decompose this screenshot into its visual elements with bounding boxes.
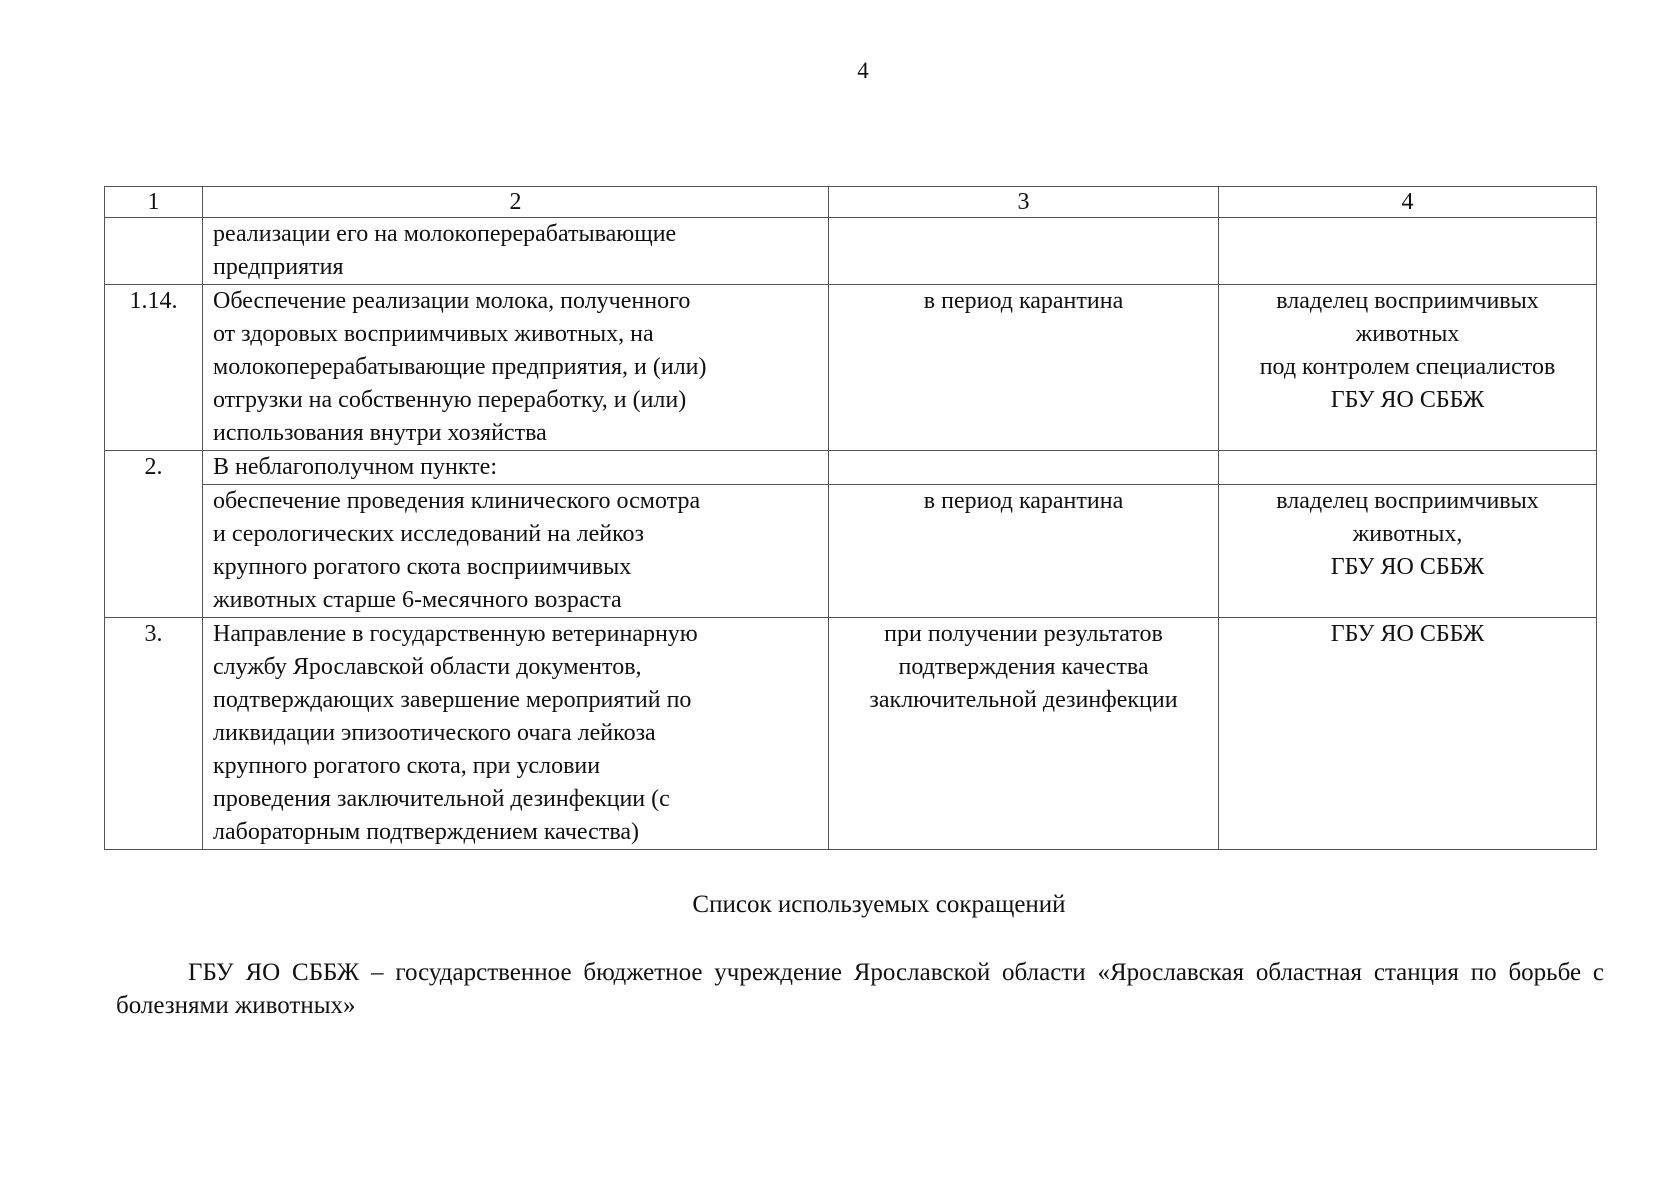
- measure-cell-line: реализации его на молокоперерабатывающие: [213, 221, 677, 247]
- measure-cell-line: В неблагополучном пункте:: [213, 454, 497, 480]
- measure-cell-line: крупного рогатого скота, при условии: [213, 753, 601, 779]
- measure-cell-line: животных старше 6-месячного возраста: [213, 587, 622, 613]
- responsible-cell-line: ГБУ ЯО СББЖ: [1330, 621, 1485, 647]
- responsible-cell-line: ГБУ ЯО СББЖ: [1330, 387, 1485, 413]
- responsible-cell-line: под контролем специалистов: [1259, 354, 1556, 380]
- measure-cell-line: молокоперерабатывающие предприятия, и (или): [213, 354, 707, 380]
- measures-table: [104, 186, 1597, 850]
- measure-cell-line: Обеспечение реализации молока, полученного: [213, 288, 691, 314]
- table-header-row: [105, 187, 1597, 218]
- measure-cell: [203, 218, 829, 285]
- measure-cell-line: использования внутри хозяйства: [213, 420, 547, 446]
- responsible-cell-line: владелец восприимчивых: [1276, 488, 1539, 514]
- term-cell-line: подтверждения качества: [898, 654, 1149, 680]
- responsible-cell: [1219, 285, 1597, 451]
- item-number-cell: [105, 218, 203, 285]
- table-body: [105, 218, 1597, 850]
- measure-cell-line: от здоровых восприимчивых животных, на: [213, 321, 654, 347]
- term-cell: [829, 451, 1219, 485]
- term-cell: [829, 218, 1219, 285]
- measure-cell-line: проведения заключительной дезинфекции (с: [213, 786, 670, 812]
- term-cell: [829, 618, 1219, 850]
- measure-cell-line: предприятия: [213, 254, 344, 280]
- column-header: 3: [829, 187, 1219, 218]
- term-cell-line: в период карантина: [923, 488, 1124, 514]
- measure-cell: [203, 451, 829, 485]
- measure-cell-line: крупного рогатого скота восприимчивых: [213, 554, 632, 580]
- term-cell: [829, 285, 1219, 451]
- measure-cell-line: ликвидации эпизоотического очага лейкоза: [213, 720, 656, 746]
- item-number-cell: 1.14.: [105, 285, 203, 451]
- measure-cell-line: лабораторным подтверждением качества): [213, 819, 639, 845]
- item-number-cell: 3.: [105, 618, 203, 850]
- measure-cell-line: службу Ярославской области документов,: [213, 654, 642, 680]
- responsible-cell-line: ГБУ ЯО СББЖ: [1330, 554, 1485, 580]
- responsible-cell: [1219, 618, 1597, 850]
- table-row: [105, 618, 1597, 850]
- column-header: 2: [203, 187, 829, 218]
- responsible-cell-line: животных: [1355, 321, 1460, 347]
- responsible-cell-line: животных,: [1352, 521, 1463, 547]
- abbreviations-text: ГБУ ЯО СББЖ – государственное бюджетное учреждение Ярославской области «Ярославская областная станция по борьбе с болезнями животных»: [116, 959, 1604, 1019]
- responsible-cell: [1219, 485, 1597, 618]
- term-cell-line: при получении результатов: [884, 621, 1163, 647]
- measure-cell: [203, 618, 829, 850]
- measure-cell-line: отгрузки на собственную переработку, и (или): [213, 387, 687, 413]
- item-number-cell: 2.: [105, 451, 203, 618]
- table-row: [105, 218, 1597, 285]
- responsible-cell: [1219, 218, 1597, 285]
- responsible-cell-line: владелец восприимчивых: [1276, 288, 1539, 314]
- table-row: [105, 485, 1597, 618]
- responsible-cell: [1219, 451, 1597, 485]
- measure-cell-line: и серологических исследований на лейкоз: [213, 521, 645, 547]
- table-row: [105, 285, 1597, 451]
- column-header: 1: [105, 187, 203, 218]
- abbreviations-title: Список используемых сокращений: [692, 891, 1066, 918]
- measure-cell-line: обеспечение проведения клинического осмотра: [213, 488, 701, 514]
- column-header: 4: [1219, 187, 1597, 218]
- measure-cell-line: подтверждающих завершение мероприятий по: [213, 687, 692, 713]
- measure-cell: [203, 485, 829, 618]
- term-cell: [829, 485, 1219, 618]
- page-number: 4: [857, 58, 869, 83]
- measure-cell: [203, 285, 829, 451]
- table-row: [105, 451, 1597, 485]
- term-cell-line: в период карантина: [923, 288, 1124, 314]
- term-cell-line: заключительной дезинфекции: [869, 687, 1178, 713]
- measure-cell-line: Направление в государственную ветеринарную: [213, 621, 698, 647]
